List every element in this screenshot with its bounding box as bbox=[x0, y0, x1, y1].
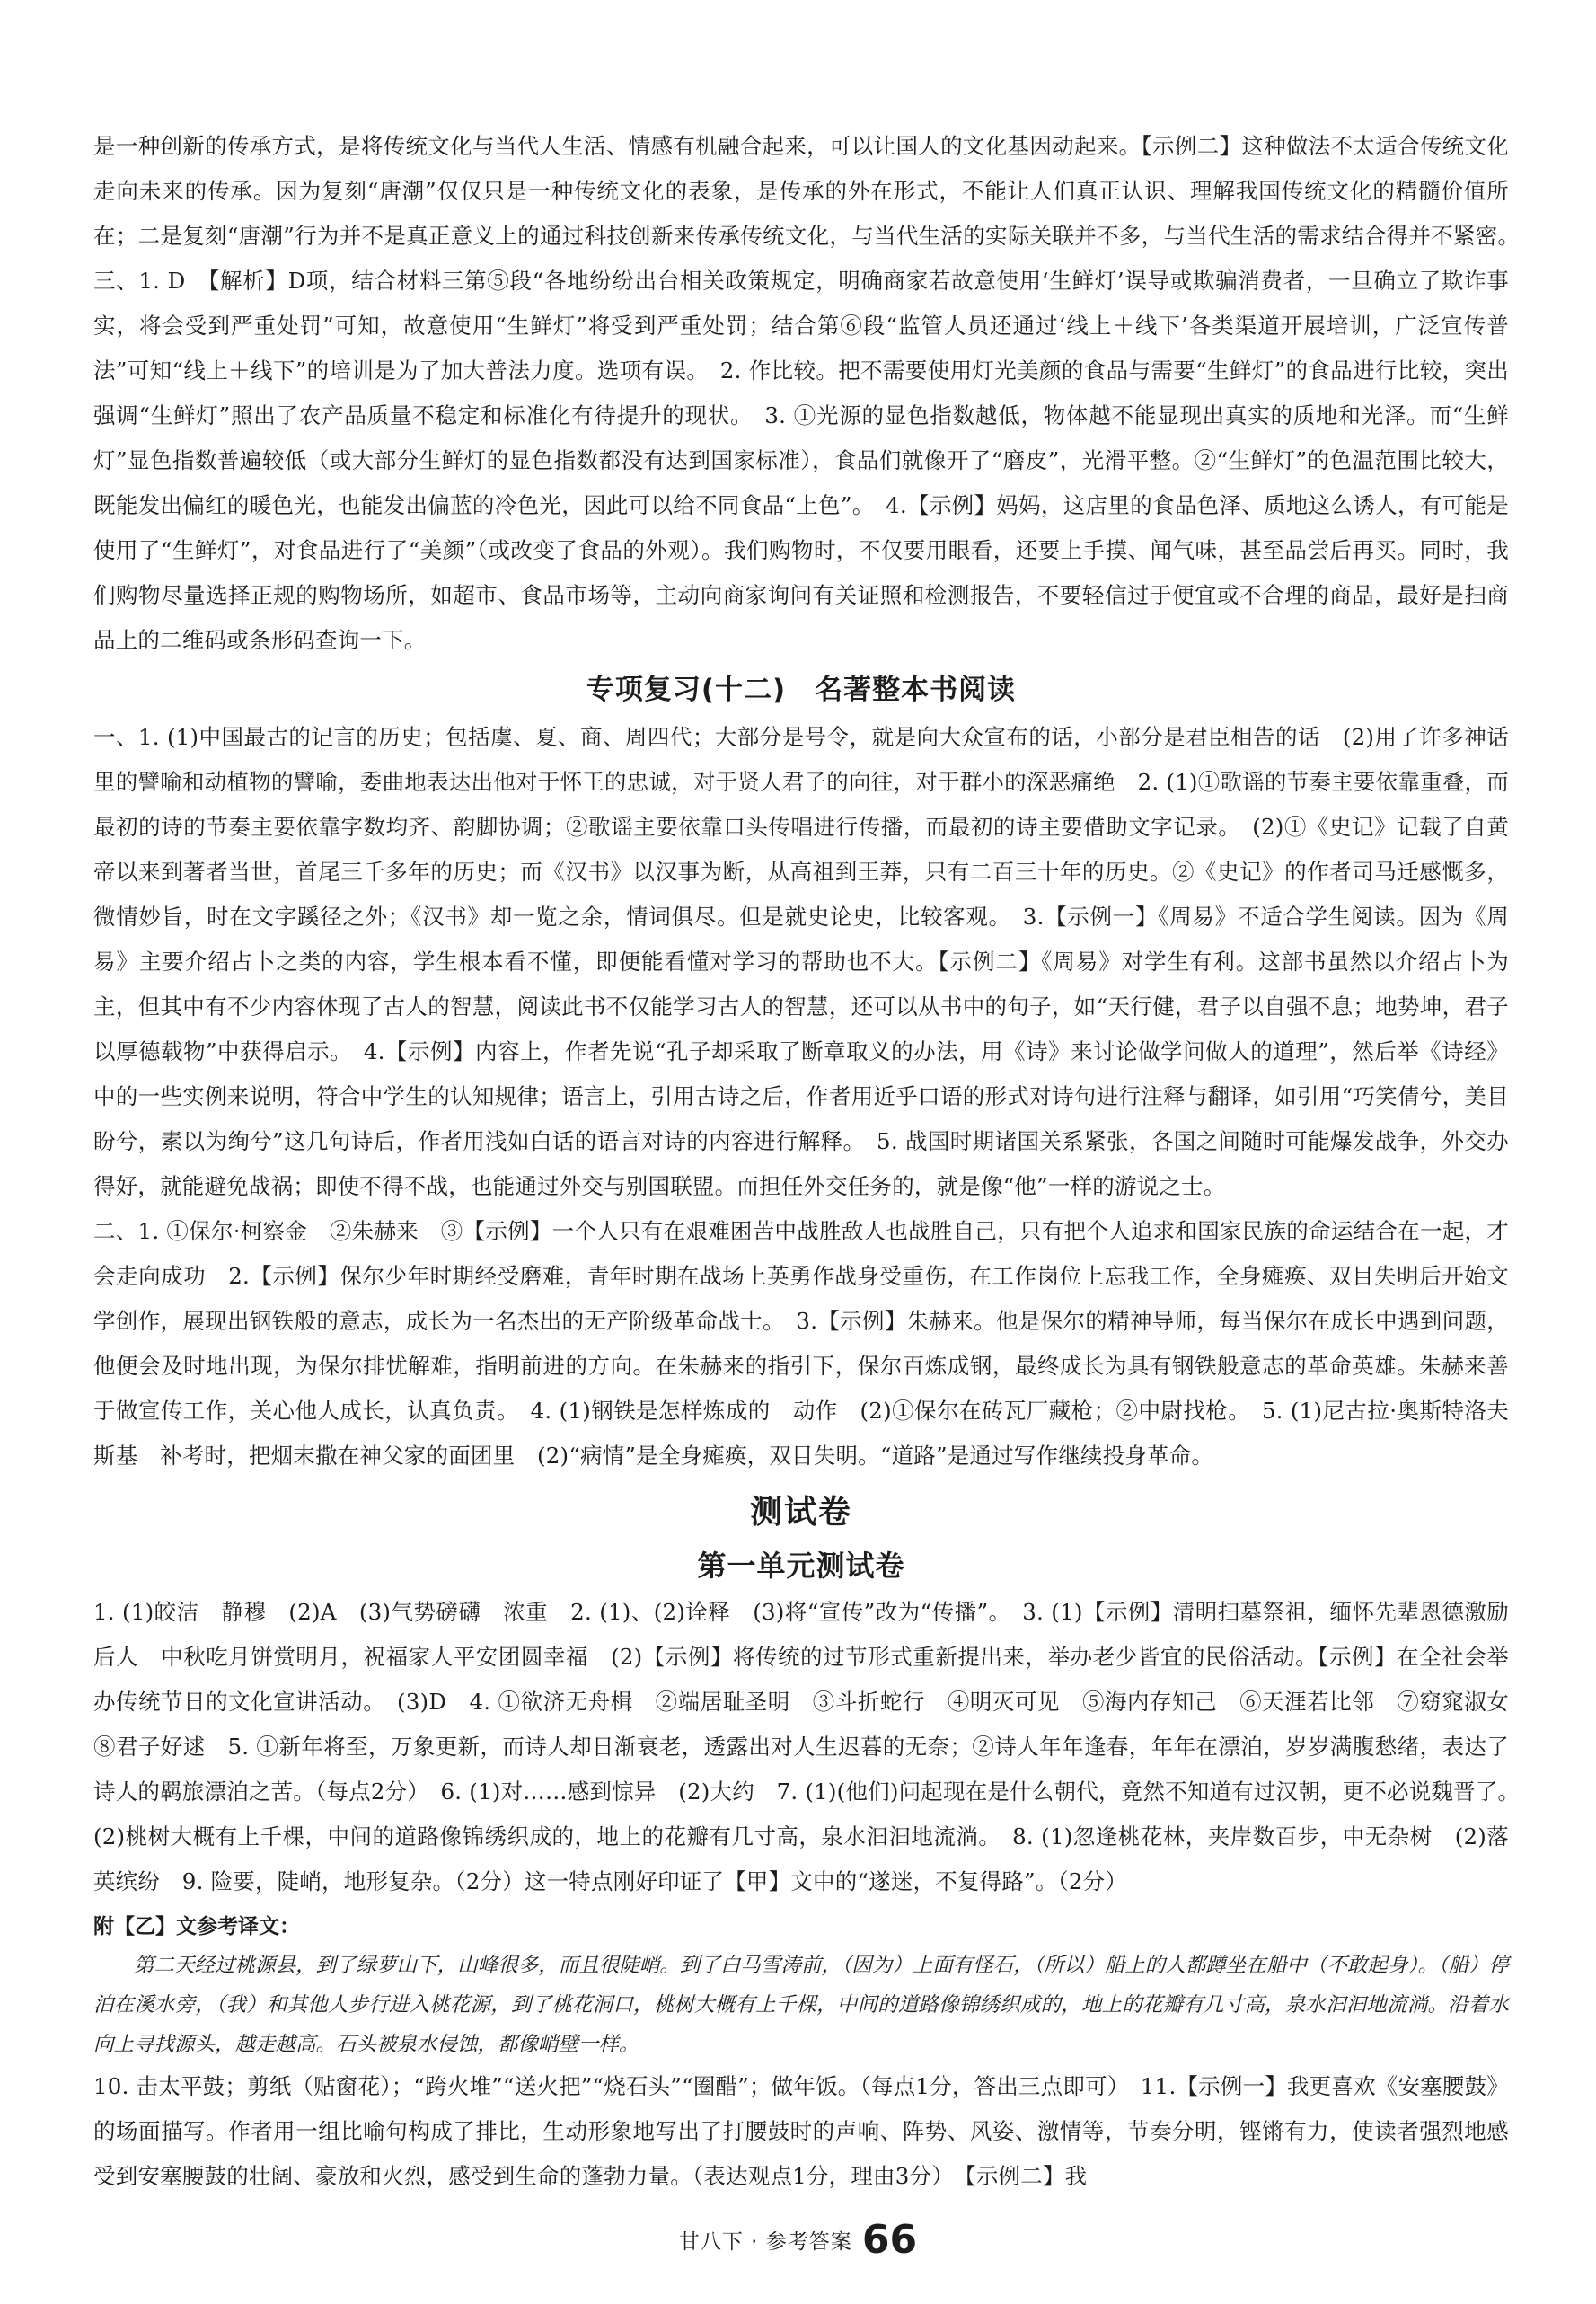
unit1-test-title: 第一单元测试卷 bbox=[697, 1549, 905, 1583]
translation-text: 第二天经过桃源县，到了绿萝山下，山峰很多，而且很陡峭。到了白马雪涛前，（因为）上面有怪石，（所以）船上的人都蹲坐在船中（不敢起身）。（船）停泊在溪水旁，（我）和其他人步行进入桃花源，到了桃花洞口，桃树大概有上千棵，中间的道路像锦绣织成的，地上的花瓣有几寸高，泉水汩汩地流淌。沿着水向上寻找源头，越走越高。石头被泉水侵蚀，都像峭壁一样。 bbox=[93, 1954, 1509, 2056]
page-number: 66 bbox=[861, 2217, 918, 2263]
page-footer bbox=[0, 2217, 1596, 2263]
answer-block-classics-part2: 二、1. ①保尔·柯察金 ②朱赫来 ③【示例】一个人只有在艰难困苦中战胜敌人也战胜自己，只有把个人追求和国家民族的命运结合在一起，才会走向成功 2.【示例】保尔少年时期经受磨难，青年时期在战场上英勇作战身受重伤，在工作岗位上忘我工作，全身瘫痪、双目失明后开始文学创作，展现出钢铁般的意志，成长为一名杰出的无产阶级革命战士。 3.【示例】朱赫来。他是保尔的精神导师，每当保尔在成长中遇到问题，他便会及时地出现，为保尔排忧解难，指明前进的方向。在朱赫来的指引下，保尔百炼成钢，最终成长为具有钢铁般意志的革命英雄。朱赫来善于做宣传工作，关心他人成长，认真负责。 4. (1)钢铁是怎样炼成的 动作 (2)①保尔在砖瓦厂藏枪；②中尉找枪。 5. (1)尼古拉·奥斯特洛夫斯基 补考时，把烟末撒在神父家的面团里 (2)“病情”是全身瘫痪，双目失明。“道路”是通过写作继续投身革命。 bbox=[93, 1218, 1509, 1469]
footer-label: 甘八下 · 参考答案 bbox=[678, 2230, 852, 2254]
answer-page bbox=[93, 124, 1531, 2199]
answer-block-reading: 是一种创新的传承方式，是将传统文化与当代人生活、情感有机融合起来，可以让国人的文化基因动起来。【示例二】这种做法不太适合传统文化走向未来的传承。因为复刻“唐潮”仅仅只是一种传统文化的表象，是传承的外在形式，不能让人们真正认识、理解我国传统文化的精髓价值所在；二是复刻“唐潮”行为并不是真正意义上的通过科技创新来传承传统文化，与当代生活的实际关联并不多，与当代生活的需求结合得并不紧密。 三、1. D 【解析】D项，结合材料三第⑤段“各地纷纷出台相关政策规定，明确商家若故意使用‘生鲜灯’误导或欺骗消费者，一旦确立了欺诈事实，将会受到严重处罚”可知，故意使用“生鲜灯”将受到严重处罚；结合第⑥段“监管人员还通过‘线上＋线下’各类渠道开展培训，广泛宣传普法”可知“线上＋线下”的培训是为了加大普法力度。选项有误。 2. 作比较。把不需要使用灯光美颜的食品与需要“生鲜灯”的食品进行比较，突出强调“生鲜灯”照出了农产品质量不稳定和标准化有待提升的现状。 3. ①光源的显色指数越低，物体越不能显现出真实的质地和光泽。而“生鲜灯”显色指数普遍较低（或大部分生鲜灯的显色指数都没有达到国家标准），食品们就像开了“磨皮”，光滑平整。②“生鲜灯”的色温范围比较大，既能发出偏红的暖色光，也能发出偏蓝的冷色光，因此可以给不同食品“上色”。 4.【示例】妈妈，这店里的食品色泽、质地这么诱人，有可能是使用了“生鲜灯”，对食品进行了“美颜”（或改变了食品的外观）。我们购物时，不仅要用眼看，还要上手摸、闻气味，甚至品尝后再买。同时，我们购物尽量选择正规的购物场所，如超市、食品市场等，主动向商家询问有关证照和检测报告，不要轻信过于便宜或不合理的商品，最好是扫商品上的二维码或条形码查询一下。 bbox=[93, 133, 1531, 653]
section-title-review-12: 专项复习(十二) 名著整本书阅读 bbox=[586, 674, 1017, 706]
translation-heading: 附【乙】文参考译文： bbox=[93, 1915, 300, 1938]
answer-block-unit1: 1. (1)皎洁 静穆 (2)A (3)气势磅礴 浓重 2. (1)、(2)诠释 (3)将“宣传”改为“传播”。 3. (1)【示例】清明扫墓祭祖，缅怀先辈恩德激励后人 中秋吃月饼赏明月，祝福家人平安团圆幸福 (2)【示例】将传统的过节形式重新提出来，举办老少皆宜的民俗活动。【示例】在全社会举办传统节日的文化宣讲活动。 (3)D 4. ①欲济无舟楫 ②端居耻圣明 ③斗折蛇行 ④明灭可见 ⑤海内存知己 ⑥天涯若比邻 ⑦窈窕淑女 ⑧君子好逑 5. ①新年将至，万象更新，而诗人却日渐衰老，透露出对人生迟暮的无奈；②诗人年年逢春，年年在漂泊，岁岁满腹愁绪，表达了诗人的羁旅漂泊之苦。（每点2分） 6. (1)对……感到惊异 (2)大约 7. (1)(他们)问起现在是什么朝代，竟然不知道有过汉朝，更不必说魏晋了。 (2)桃树大概有上千棵，中间的道路像锦绣织成的，地上的花瓣有几寸高，泉水汩汩地流淌。 8. (1)忽逢桃花林，夹岸数百步，中无杂树 (2)落英缤纷 9. 险要，陡峭，地形复杂。（2分）这一特点刚好印证了【甲】文中的“遂迷，不复得路”。（2分） bbox=[93, 1599, 1531, 1894]
answer-block-classics-part1: 一、1. (1)中国最古的记言的历史；包括虞、夏、商、周四代；大部分是号令，就是向大众宣布的话，小部分是君臣相告的话 (2)用了许多神话里的譬喻和动植物的譬喻，委曲地表达出他对于怀王的忠诚，对于贤人君子的向往，对于群小的深恶痛绝 2. (1)①歌谣的节奏主要依靠重叠，而最初的诗的节奏主要依靠字数均齐、韵脚协调；②歌谣主要依靠口头传唱进行传播，而最初的诗主要借助文字记录。 (2)①《史记》记载了自黄帝以来到著者当世，首尾三千多年的历史；而《汉书》以汉事为断，从高祖到王莽，只有二百三十年的历史。②《史记》的作者司马迁感慨多，微情妙旨，时在文字蹊径之外；《汉书》却一览之余，情词俱尽。但是就史论史，比较客观。 3.【示例一】《周易》不适合学生阅读。因为《周易》主要介绍占卜之类的内容，学生根本看不懂，即便能看懂对学习的帮助也不大。【示例二】《周易》对学生有利。这部书虽然以介绍占卜为主，但其中有不少内容体现了古人的智慧，阅读此书不仅能学习古人的智慧，还可以从书中的句子，如“天行健，君子以自强不息；地势坤，君子以厚德载物”中获得启示。 4.【示例】内容上，作者先说“孔子却采取了断章取义的办法，用《诗》来讨论做学问做人的道理”，然后举《诗经》中的一些实例来说明，符合中学生的认知规律；语言上，引用古诗之后，作者用近乎口语的形式对诗句进行注释与翻译，如引用“巧笑倩兮，美目盼兮，素以为绚兮”这几句诗后，作者用浅如白话的语言对诗的内容进行解释。 5. 战国时期诸国关系紧张，各国之间随时可能爆发战争，外交办得好，就能避免战祸；即使不得不战，也能通过外交与别国联盟。而担任外交任务的，就是像“他”一样的游说之士。 bbox=[93, 724, 1509, 1199]
answer-block-unit1-tail: 10. 击太平鼓；剪纸（贴窗花）；“跨火堆”“送火把”“烧石头”“圈醋”；做年饭。（每点1分，答出三点即可） 11.【示例一】我更喜欢《安塞腰鼓》的场面描写。作者用一组比喻句构成了排比，生动形象地写出了打腰鼓时的声响、阵势、风姿、激情等，节奏分明，铿锵有力，使读者强烈地感受到安塞腰鼓的壮阔、豪放和火烈，感受到生命的蓬勃力量。（表达观点1分，理由3分） 【示例二】我 bbox=[93, 2073, 1509, 2189]
tests-title: 测试卷 bbox=[749, 1494, 852, 1531]
